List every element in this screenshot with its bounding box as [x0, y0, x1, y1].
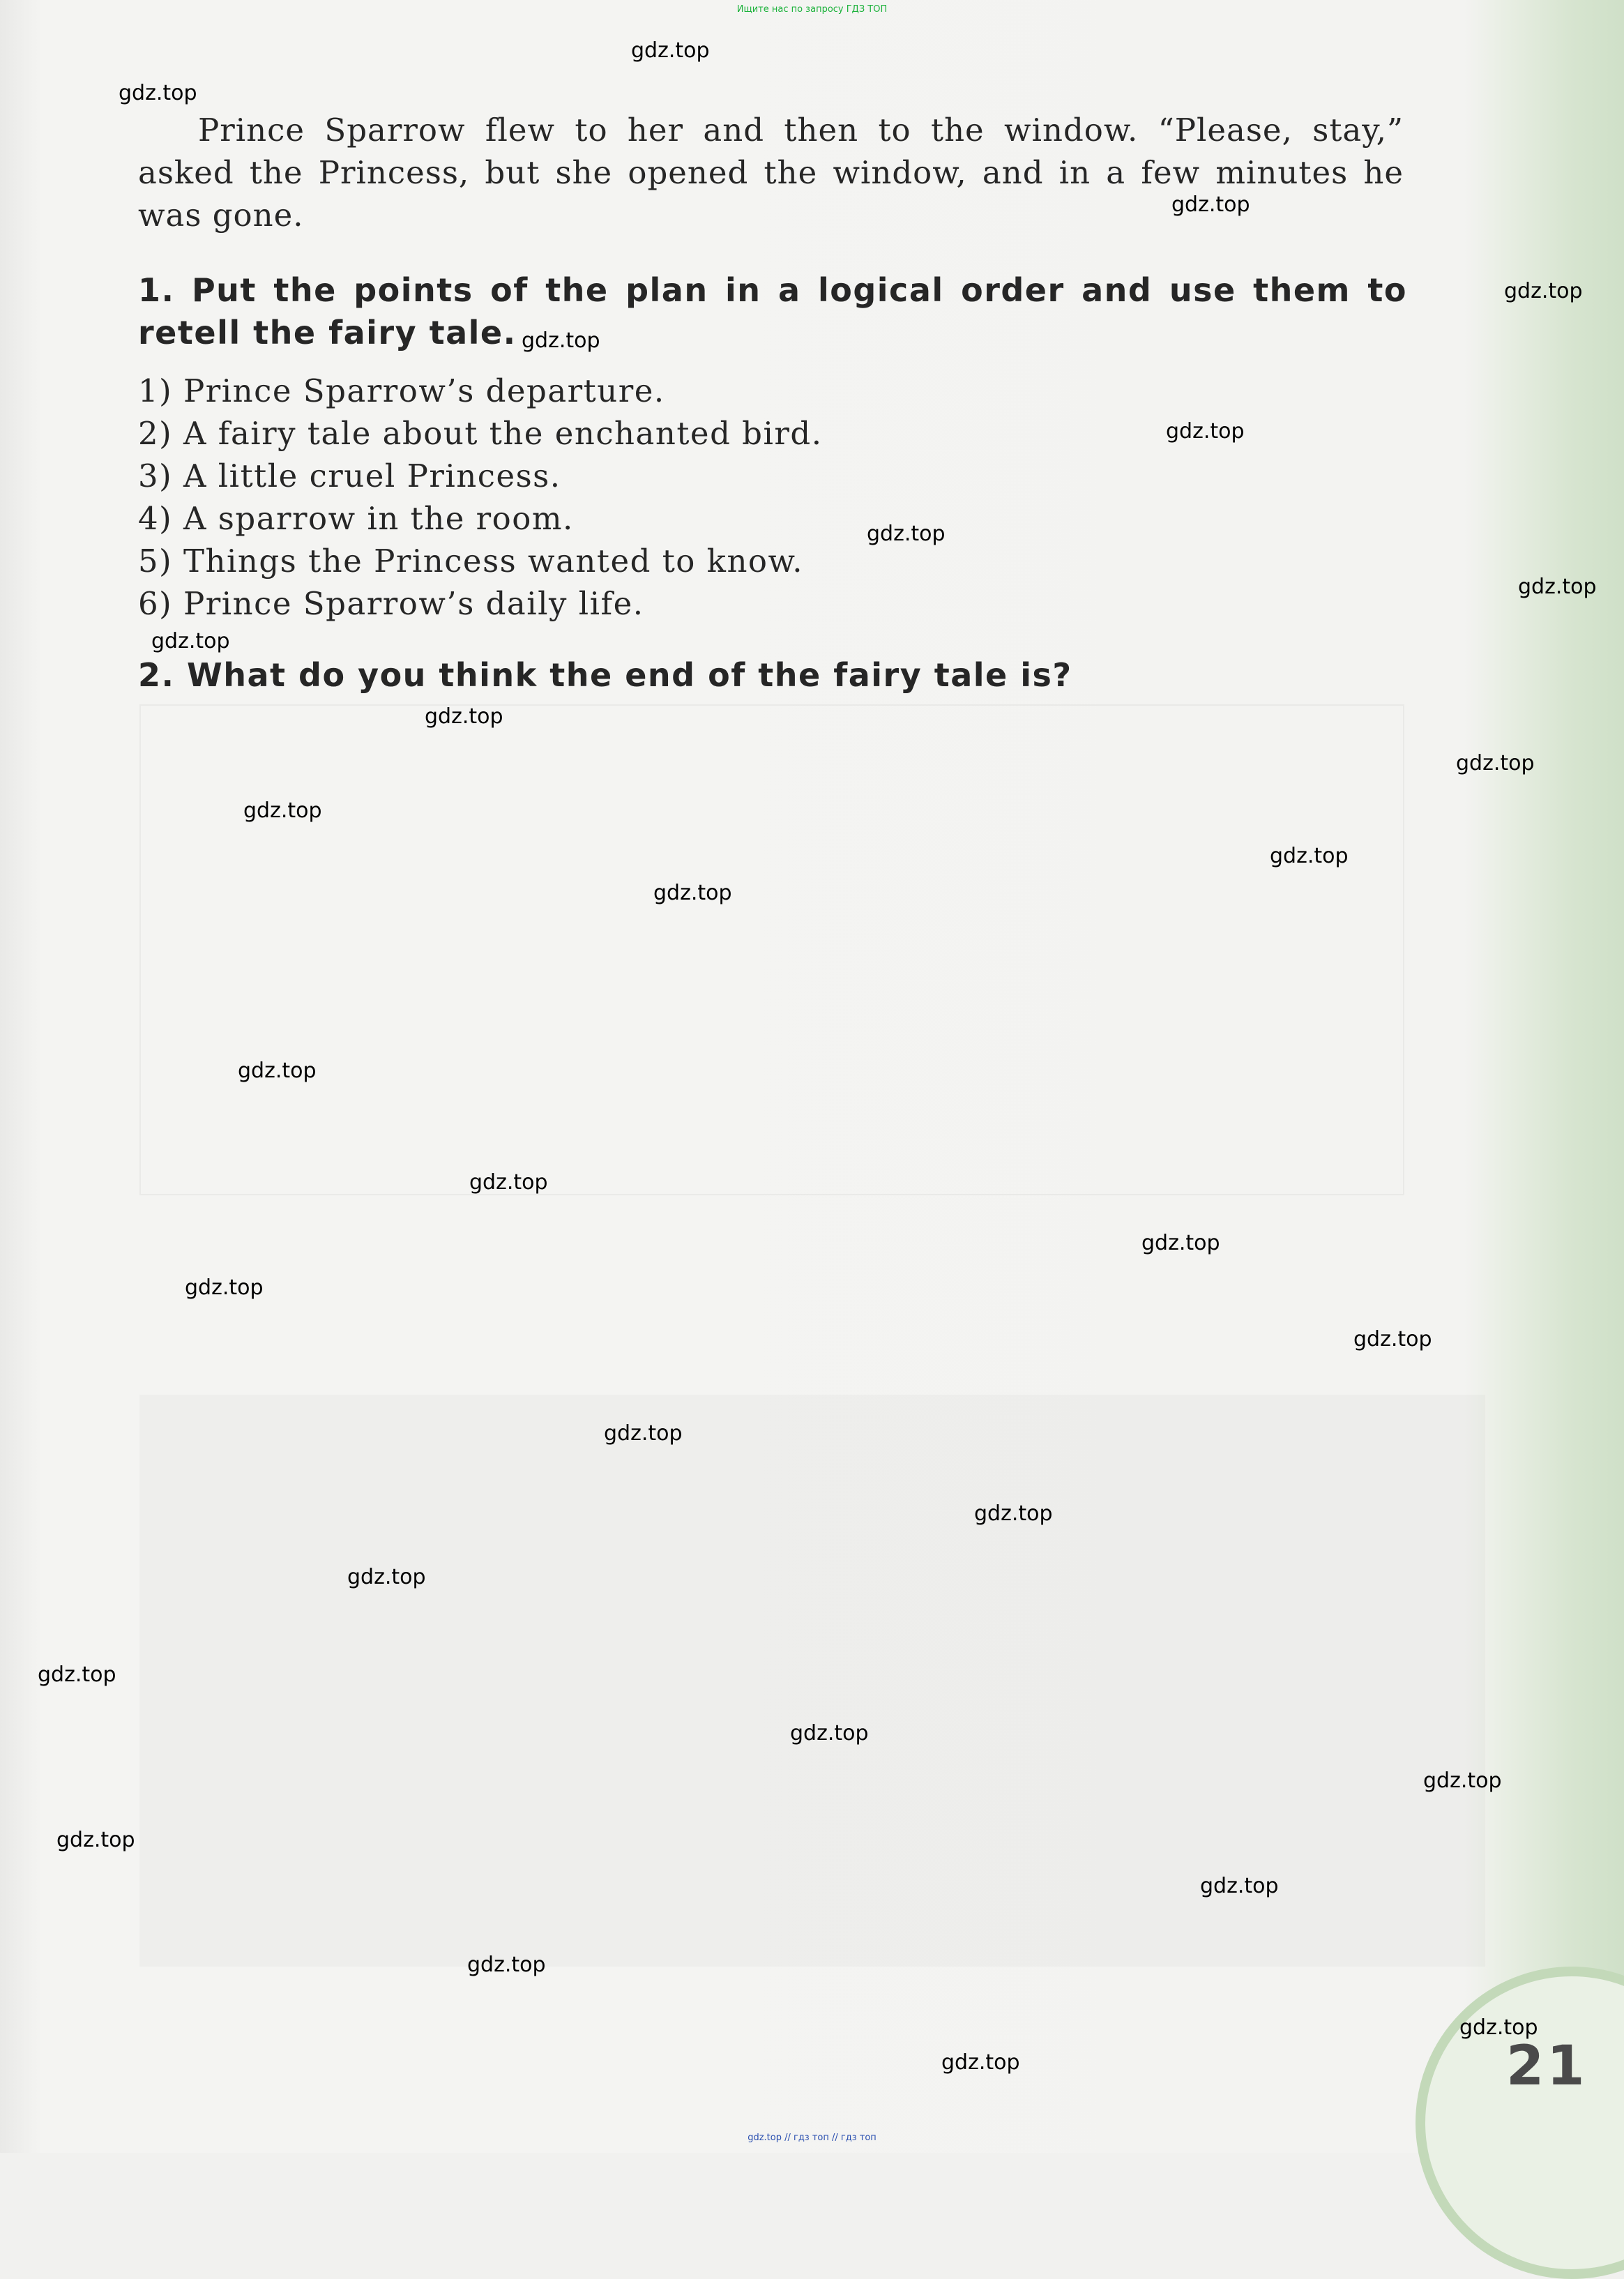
header-note: Ищите нас по запросу ГДЗ ТОП [736, 4, 888, 15]
watermark: gdz.top [941, 2050, 1020, 2075]
watermark: gdz.top [56, 1828, 135, 1852]
task-1-text: Put the points of the plan in a logical order and use them to retell the fairy tale. [138, 271, 1408, 351]
watermark: gdz.top [243, 798, 322, 823]
task-1 [138, 269, 1407, 354]
watermark: gdz.top [1456, 751, 1535, 775]
task-2-number: 2. [138, 656, 175, 694]
watermark: gdz.top [38, 1663, 116, 1687]
watermark: gdz.top [1459, 2015, 1538, 2040]
watermark: gdz.top [119, 81, 197, 105]
watermark: gdz.top [974, 1501, 1053, 1526]
page-number: 21 [1506, 2035, 1588, 2098]
watermark: gdz.top [425, 704, 503, 729]
plan-item: 3) A little cruel Princess. [138, 457, 561, 494]
footer-note: gdz.top // гдз топ // гдз топ [748, 2133, 876, 2143]
watermark: gdz.top [1353, 1327, 1432, 1352]
watermark: gdz.top [604, 1421, 683, 1446]
watermark: gdz.top [185, 1275, 264, 1300]
watermark: gdz.top [1171, 192, 1250, 217]
watermark: gdz.top [1270, 844, 1349, 868]
watermark: gdz.top [631, 38, 710, 63]
story-paragraph: Prince Sparrow flew to her and then to the window. “Please, stay,” asked the Princess, but she opened the window, and in a few minutes he was gone. [138, 112, 1404, 234]
watermark: gdz.top [469, 1170, 548, 1195]
plan-item: 4) A sparrow in the room. [138, 500, 574, 537]
plan-item: 6) Prince Sparrow’s daily life. [138, 585, 644, 622]
plan-item: 1) Prince Sparrow’s departure. [138, 372, 665, 409]
watermark: gdz.top [1200, 1874, 1279, 1898]
watermark: gdz.top [522, 328, 600, 353]
bleed-through-illustration [139, 1395, 1485, 1967]
plan-list [138, 370, 823, 625]
plan-item: 2) A fairy tale about the enchanted bird. [138, 415, 823, 452]
watermark: gdz.top [653, 881, 732, 905]
watermark: gdz.top [1423, 1769, 1502, 1793]
plan-item: 5) Things the Princess wanted to know. [138, 543, 804, 580]
watermark: gdz.top [151, 629, 230, 653]
watermark: gdz.top [1504, 279, 1583, 303]
page-corner-decoration [1416, 1967, 1624, 2279]
watermark: gdz.top [1166, 419, 1245, 444]
watermark: gdz.top [790, 1721, 869, 1746]
watermark: gdz.top [867, 522, 946, 546]
watermark: gdz.top [1518, 575, 1597, 599]
watermark: gdz.top [467, 1953, 546, 1977]
watermark: gdz.top [1141, 1231, 1220, 1255]
task-2 [138, 654, 1407, 697]
task-1-number: 1. [138, 271, 175, 309]
watermark: gdz.top [238, 1059, 317, 1083]
task-2-text: What do you think the end of the fairy tale is? [187, 656, 1072, 694]
watermark: gdz.top [347, 1565, 426, 1589]
bleed-through-vocabulary-box [139, 704, 1404, 1195]
